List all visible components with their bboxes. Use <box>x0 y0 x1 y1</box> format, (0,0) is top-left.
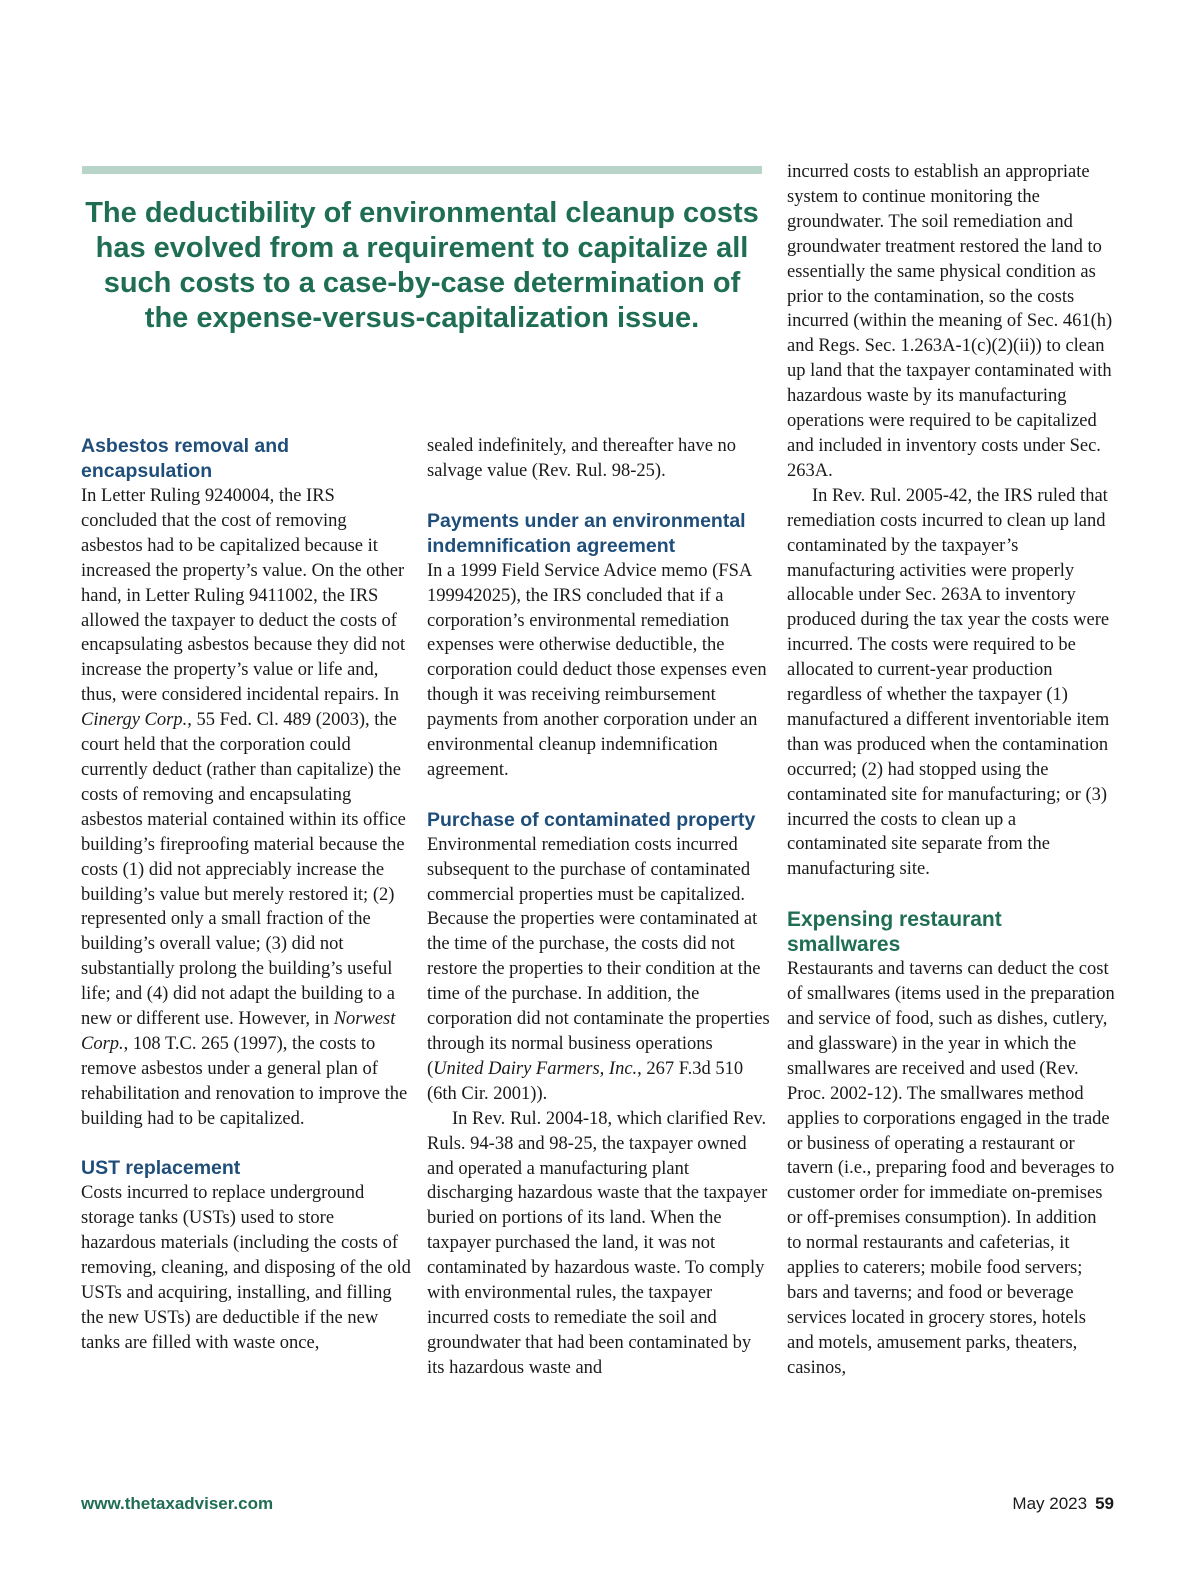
footer-date-page <box>1012 1494 1114 1514</box>
paragraph-asbestos: In Letter Ruling 9240004, the IRS concluded that the cost of removing asbestos had to be capitalized because it increased the property’s value. On the other hand, in Letter Ruling 9411002, the IRS allowed the taxpayer to deduct the costs of encapsulating asbestos because they did not increase the property’s value or life and, thus, were considered incidental repairs. In Cinergy Corp., 55 Fed. Cl. 489 (2003), the court held that the corporation could currently deduct (rather than capitalize) the costs of removing and encapsulating asbestos material contained within its office building’s fireproofing material because the costs (1) did not appreciably increase the building’s value but merely restored it; (2) represented only a small fraction of the building’s overall value; (3) did not substantially prolong the building’s useful life; and (4) did not adapt the building to a new or different use. However, in Norwest Corp., 108 T.C. 265 (1997), the costs to remove asbestos under a general plan of rehabilitation and renovation to improve the building had to be capitalized. <box>81 486 408 1129</box>
paragraph-payments: In a 1999 Field Service Advice memo (FSA 199942025), the IRS concluded that if a corporation’s environmental remediation expenses were otherwise deductible, the corporation could deduct those expenses even though it was receiving reimbursement payments from another corporation under an environmental cleanup indemnification agreement. <box>427 560 767 780</box>
heading-purchase: Purchase of contaminated property <box>427 808 756 831</box>
heading-asbestos: Asbestos removal and encapsulation <box>81 435 290 482</box>
paragraph-ust: Costs incurred to replace underground storage tanks (USTs) used to store hazardous materials (including the costs of removing, cleaning, and disposing of the old USTs and acquiring, installing, and filling the new USTs) are deductible if the new tanks are filled with waste once, <box>81 1183 411 1353</box>
paragraph-smallwares: Restaurants and taverns can deduct the cost of smallwares (items used in the preparation and service of food, such as dishes, cutlery, and glassware) in the year in which the smallwares are received and used (Rev. Proc. 2002-12). The smallwares method applies to corporations engaged in the trade or business of operating a restaurant or tavern (i.e., preparing food and beverages to customer order for immediate on-premises or off-premises consumption). In addition to normal restaurants and cafeterias, it applies to caterers; mobile food servers; bars and taverns; and food or beverage services located in grocery stores, hotels and motels, amusement parks, theaters, casinos, <box>787 959 1115 1378</box>
paragraph-rev-rul-2004-18: In Rev. Rul. 2004-18, which clarified Rev. Ruls. 94-38 and 98-25, the taxpayer owned and operated a manufacturing plant discharging hazardous waste that the taxpayer buried on portions of its land. When the taxpayer purchased the land, it was not contaminated by hazardous waste. To comply with environmental rules, the taxpayer incurred costs to remediate the soil and groundwater that had been contaminated by its hazardous waste and <box>427 1108 768 1378</box>
footer-date: May 2023 <box>1012 1494 1088 1513</box>
paragraph-rev-rul-2004-18-continued: incurred costs to establish an appropriate system to continue monitoring the groundwater. The soil remediation and groundwater treatment restored the land to essentially the same physical condition as prior to the contamination, so the costs incurred (within the meaning of Sec. 461(h) and Regs. Sec. 1.263A-1(c)(2)(ii)) to clean up land that the taxpayer contaminated with hazardous waste by its manufacturing operations were required to be capitalized and included in inventory costs under Sec. 263A. <box>787 162 1113 481</box>
case-cinergy: Cinergy Corp. <box>81 710 188 731</box>
case-united-dairy: United Dairy Farmers, Inc. <box>433 1058 638 1079</box>
column-1 <box>81 434 411 1356</box>
page-number: 59 <box>1095 1494 1114 1513</box>
heading-ust: UST replacement <box>81 1157 241 1180</box>
paragraph-purchase: Environmental remediation costs incurred subsequent to the purchase of contaminated commercial properties must be capitalized. Because the properties were contaminated at the time of the purchase, the costs did not restore the properties to their condition at the time of the purchase. In addition, the corporation did not contaminate the properties through its normal business operations (United Dairy Farmers, Inc., 267 F.3d 510 (6th Cir. 2001)). <box>427 834 770 1104</box>
paragraph-ust-continued: sealed indefinitely, and thereafter have no salvage value (Rev. Rul. 98-25). <box>427 436 737 481</box>
pullquote-rule <box>82 166 762 174</box>
heading-smallwares: Expensing restaurant smallwares <box>787 908 1002 957</box>
pullquote: The deductibility of environmental cleanup costs has evolved from a requirement to capitalize all such costs to a case-by-case determination of the expense-versus-capitalization issue. <box>85 197 759 334</box>
case-norwest: Norwest Corp. <box>81 1009 396 1054</box>
column-2 <box>427 434 772 1381</box>
heading-payments: Payments under an environmental indemnification agreement <box>427 509 746 557</box>
footer-url: www.thetaxadviser.com <box>81 1494 274 1513</box>
column-3 <box>787 160 1115 1381</box>
paragraph-rev-rul-2005-42: In Rev. Rul. 2005-42, the IRS ruled that remediation costs incurred to clean up land contaminated by the taxpayer’s manufacturing activities were properly allocable under Sec. 263A to inventory produced during the tax year the costs were incurred. The costs were required to be allocated to current-year production regardless of whether the taxpayer (1) manufactured a different inventoriable item than was produced when the contamination occurred; (2) had stopped using the contaminated site for manufacturing; or (3) incurred the costs to clean up a contaminated site separate from the manufacturing site. <box>787 485 1110 880</box>
